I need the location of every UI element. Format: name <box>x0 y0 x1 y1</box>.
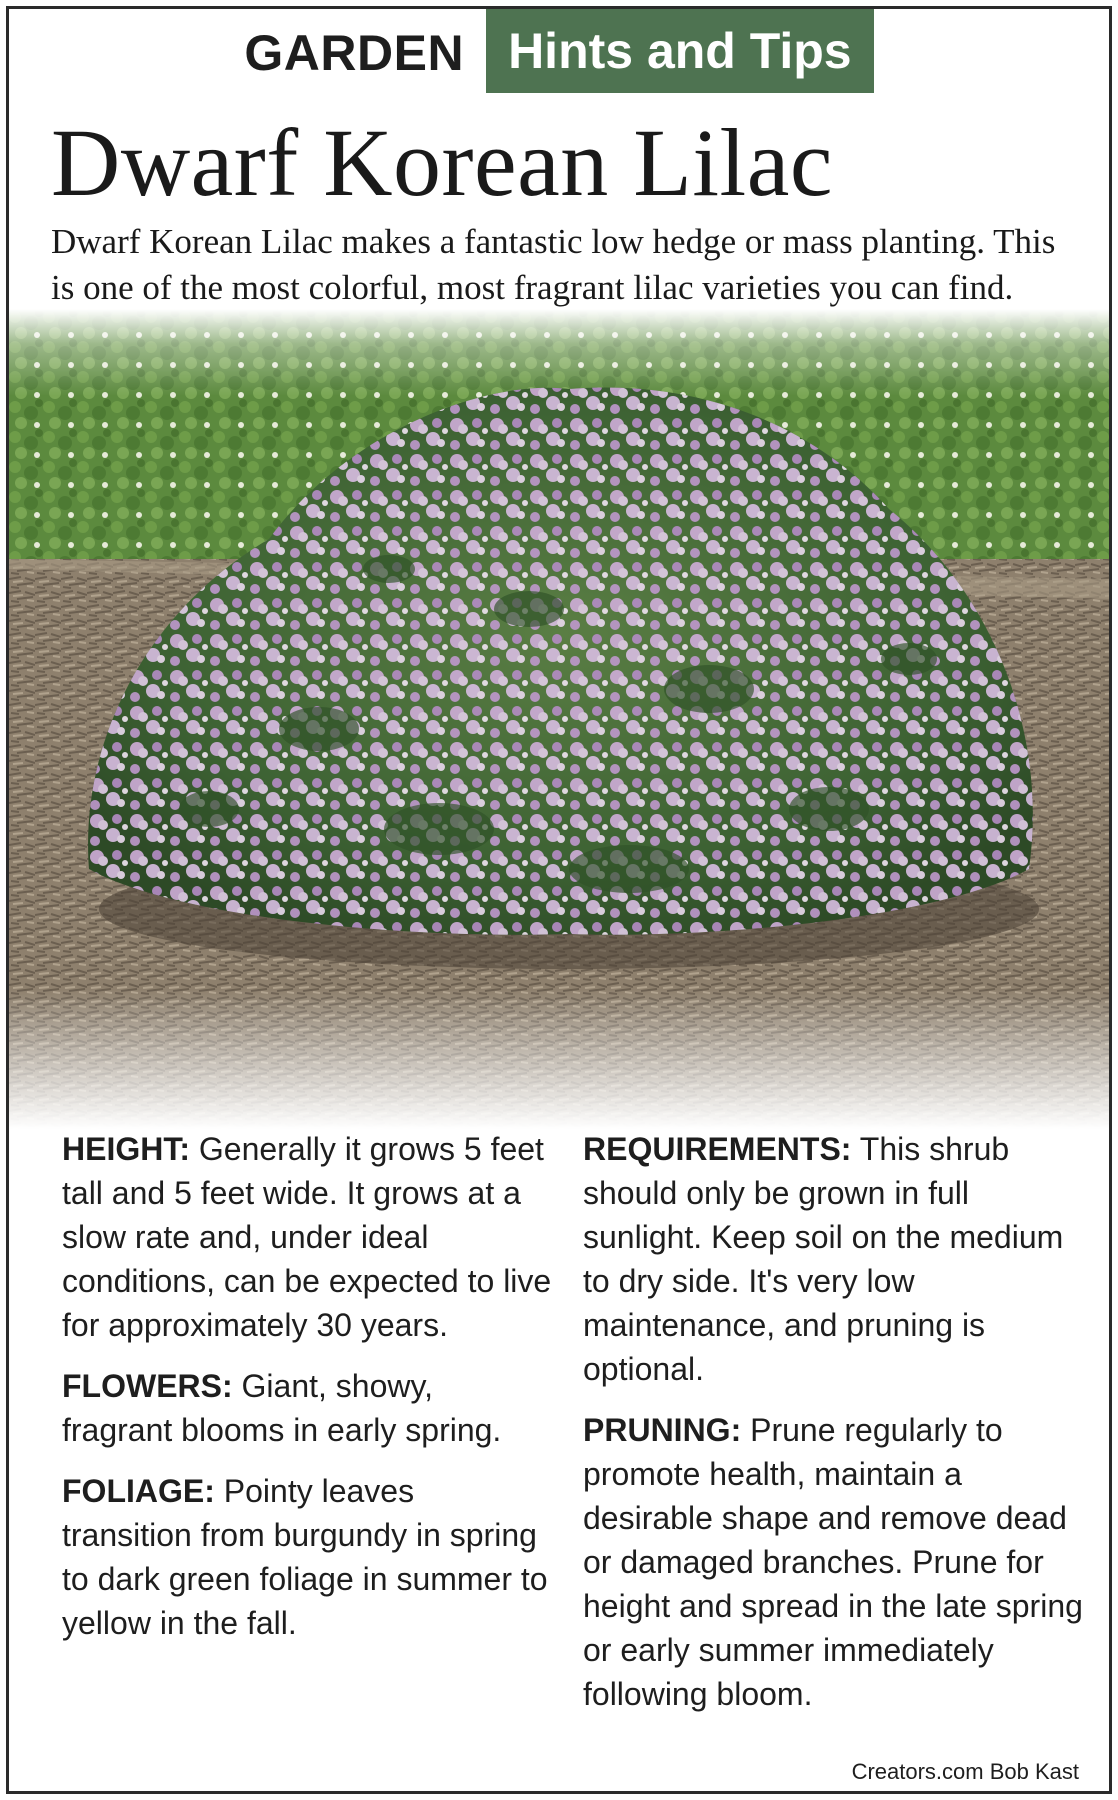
foliage-paragraph <box>62 1469 552 1645</box>
flowers-label: FLOWERS: <box>62 1368 233 1404</box>
masthead <box>9 9 1109 97</box>
flowers-text: Giant, showy, fragrant blooms in early spring. <box>62 1368 502 1448</box>
lilac-photo <box>9 309 1112 1129</box>
pruning-label: PRUNING: <box>583 1412 742 1448</box>
height-paragraph <box>62 1127 552 1347</box>
page-title: Dwarf Korean Lilac <box>51 109 833 216</box>
left-column <box>62 1127 552 1662</box>
foliage-label: FOLIAGE: <box>62 1473 215 1509</box>
requirements-label: REQUIREMENTS: <box>583 1131 852 1167</box>
photo-credit: Creators.com Bob Kast <box>851 1759 1079 1784</box>
intro-text: Dwarf Korean Lilac makes a fantastic low hedge or mass planting. This is one of the most colorful, most fragrant lilac varieties you can find. <box>51 222 1056 307</box>
foliage-text: Pointy leaves transition from burgundy in spring to dark green foliage in summer to yellow in the fall. <box>62 1473 548 1641</box>
flowers-paragraph <box>62 1364 552 1452</box>
garden-label: GARDEN <box>244 25 465 81</box>
requirements-paragraph <box>583 1127 1083 1391</box>
lilac-shrub-illustration <box>9 309 1112 1129</box>
height-text: Generally it grows 5 feet tall and 5 feet wide. It grows at a slow rate and, under ideal conditions, can be expected to live for approximately 30 years. <box>62 1131 552 1343</box>
pruning-text: Prune regularly to promote health, maintain a desirable shape and remove dead or damaged branches. Prune for height and spread in the late spring or early summer immediately following bloom. <box>583 1412 1083 1712</box>
requirements-text: This shrub should only be grown in full sunlight. Keep soil on the medium to dry side. It's very low maintenance, and pruning is optional. <box>583 1131 1064 1387</box>
right-column <box>583 1127 1083 1733</box>
pruning-paragraph <box>583 1408 1083 1716</box>
section-banner: Hints and Tips <box>486 9 874 93</box>
article-card <box>6 6 1112 1794</box>
height-label: HEIGHT: <box>62 1131 190 1167</box>
